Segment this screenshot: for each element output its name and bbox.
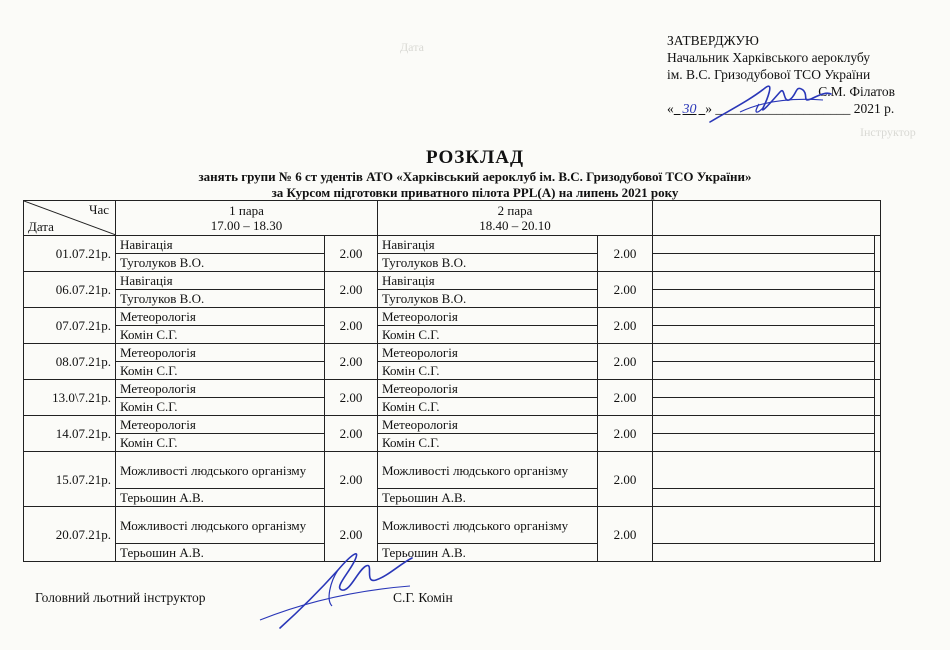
pair1-hours: 2.00 — [325, 344, 378, 380]
schedule-row — [24, 272, 881, 290]
approval-position-line1: Начальник Харківського аероклубу — [667, 50, 871, 65]
pair1-time: 17.00 – 18.30 — [210, 218, 283, 233]
pair2-subject: Метеорологія — [378, 344, 598, 362]
empty-cell — [653, 272, 875, 290]
footer-position: Головний льотний інструктор — [35, 590, 206, 605]
pair1-teacher: Комін С.Г. — [116, 326, 325, 344]
pair2-label: 2 пара — [497, 203, 533, 218]
pair2-time: 18.40 – 20.10 — [479, 218, 551, 233]
empty-cell — [653, 308, 875, 326]
bleed-through-text: Дата — [400, 40, 424, 54]
schedule-row-teacher — [24, 290, 881, 308]
title-line2: за Курсом підготовки приватного пілота PPL(A) на липень 2021 року — [271, 185, 679, 200]
header-pair1 — [116, 201, 378, 236]
header-pair2 — [378, 201, 653, 236]
pair2-subject: Метеорологія — [378, 308, 598, 326]
header-time-label: Час — [89, 202, 109, 217]
empty-cell — [875, 507, 881, 562]
pair1-teacher: Туголуков В.О. — [116, 290, 325, 308]
pair1-subject: Метеорологія — [116, 380, 325, 398]
pair1-subject: Можливості людського організму — [116, 452, 325, 489]
header-corner-cell — [24, 201, 116, 236]
pair1-subject: Метеорологія — [116, 308, 325, 326]
pair2-hours: 2.00 — [598, 380, 653, 416]
schedule-row — [24, 308, 881, 326]
empty-cell — [653, 380, 875, 398]
pair1-hours: 2.00 — [325, 452, 378, 507]
empty-cell — [653, 434, 875, 452]
pair2-hours: 2.00 — [598, 452, 653, 507]
schedule-row — [24, 236, 881, 254]
pair1-teacher: Комін С.Г. — [116, 362, 325, 380]
title-main: РОЗКЛАД — [425, 147, 525, 168]
pair2-hours: 2.00 — [598, 344, 653, 380]
empty-cell — [653, 452, 875, 489]
pair2-subject: Метеорологія — [378, 380, 598, 398]
empty-cell — [875, 236, 881, 272]
pair1-teacher: Терьошин А.В. — [116, 544, 325, 562]
pair1-subject: Навігація — [116, 236, 325, 254]
schedule-row-teacher — [24, 362, 881, 380]
schedule-row — [24, 416, 881, 434]
pair1-teacher: Туголуков В.О. — [116, 254, 325, 272]
empty-cell — [653, 398, 875, 416]
pair1-teacher: Терьошин А.В. — [116, 489, 325, 507]
empty-cell — [875, 272, 881, 308]
header-row — [24, 201, 881, 236]
empty-cell — [875, 416, 881, 452]
pair2-subject: Навігація — [378, 236, 598, 254]
approval-block — [667, 32, 937, 118]
pair2-teacher: Комін С.Г. — [378, 398, 598, 416]
date-cell: 07.07.21р. — [24, 308, 116, 344]
pair2-subject: Можливості людського організму — [378, 507, 598, 544]
approval-year: 2021 р. — [853, 101, 895, 116]
schedule-row-teacher — [24, 398, 881, 416]
handwritten-day: 30 — [682, 102, 697, 117]
approval-date: « 30 » ____________________ 2021 р. — [667, 101, 895, 117]
schedule-row — [24, 507, 881, 544]
empty-cell — [653, 416, 875, 434]
date-cell: 14.07.21р. — [24, 416, 116, 452]
bleed-through-text: Інструктор — [860, 125, 916, 139]
date-cell: 20.07.21р. — [24, 507, 116, 562]
pair2-subject: Можливості людського організму — [378, 452, 598, 489]
pair2-hours: 2.00 — [598, 507, 653, 562]
schedule-row — [24, 452, 881, 489]
schedule-table — [23, 200, 881, 562]
date-cell: 15.07.21р. — [24, 452, 116, 507]
pair2-hours: 2.00 — [598, 308, 653, 344]
pair2-hours: 2.00 — [598, 416, 653, 452]
pair1-label: 1 пара — [229, 203, 264, 218]
pair2-teacher: Туголуков В.О. — [378, 290, 598, 308]
pair1-hours: 2.00 — [325, 507, 378, 562]
date-cell: 08.07.21р. — [24, 344, 116, 380]
pair2-teacher: Комін С.Г. — [378, 326, 598, 344]
empty-cell — [653, 362, 875, 380]
empty-cell — [653, 344, 875, 362]
schedule-row-teacher — [24, 254, 881, 272]
pair2-hours: 2.00 — [598, 272, 653, 308]
pair1-subject: Навігація — [116, 272, 325, 290]
header-date-label: Дата — [28, 219, 54, 234]
header-empty — [653, 201, 881, 236]
pair2-teacher: Терьошин А.В. — [378, 489, 598, 507]
schedule-row-teacher — [24, 489, 881, 507]
empty-cell — [653, 544, 875, 562]
pair1-teacher: Комін С.Г. — [116, 398, 325, 416]
pair1-subject: Метеорологія — [116, 416, 325, 434]
pair1-hours: 2.00 — [325, 236, 378, 272]
date-cell: 01.07.21р. — [24, 236, 116, 272]
pair2-teacher: Комін С.Г. — [378, 434, 598, 452]
empty-cell — [653, 489, 875, 507]
empty-cell — [653, 236, 875, 254]
empty-cell — [653, 254, 875, 272]
footer-name: С.Г. Комін — [393, 590, 453, 605]
pair2-hours: 2.00 — [598, 236, 653, 272]
schedule-row-teacher — [24, 434, 881, 452]
pair1-hours: 2.00 — [325, 308, 378, 344]
approval-heading: ЗАТВЕРДЖУЮ — [667, 33, 759, 48]
schedule-row — [24, 380, 881, 398]
pair1-teacher: Комін С.Г. — [116, 434, 325, 452]
schedule-row — [24, 344, 881, 362]
schedule-row-teacher — [24, 326, 881, 344]
document-title — [0, 147, 950, 201]
pair2-subject: Навігація — [378, 272, 598, 290]
pair1-hours: 2.00 — [325, 272, 378, 308]
title-line1: занять групи № 6 ст удентів АТО «Харківський аероклуб ім. В.С. Гризодубової ТСО України» — [198, 169, 752, 184]
pair1-subject: Можливості людського організму — [116, 507, 325, 544]
empty-cell — [653, 290, 875, 308]
pair1-hours: 2.00 — [325, 416, 378, 452]
pair2-teacher: Комін С.Г. — [378, 362, 598, 380]
pair2-teacher: Терьошин А.В. — [378, 544, 598, 562]
pair1-subject: Метеорологія — [116, 344, 325, 362]
month-blank: ____________________ — [715, 101, 851, 116]
date-cell: 06.07.21р. — [24, 272, 116, 308]
empty-cell — [875, 380, 881, 416]
schedule-row-teacher — [24, 544, 881, 562]
date-cell: 13.0\7.21р. — [24, 380, 116, 416]
empty-cell — [875, 344, 881, 380]
empty-cell — [653, 326, 875, 344]
pair2-subject: Метеорологія — [378, 416, 598, 434]
empty-cell — [653, 507, 875, 544]
pair2-teacher: Туголуков В.О. — [378, 254, 598, 272]
approval-position-line2: ім. В.С. Гризодубової ТСО України — [667, 67, 871, 82]
approval-name: С.М. Філатов — [818, 84, 895, 99]
pair1-hours: 2.00 — [325, 380, 378, 416]
empty-cell — [875, 452, 881, 507]
empty-cell — [875, 308, 881, 344]
